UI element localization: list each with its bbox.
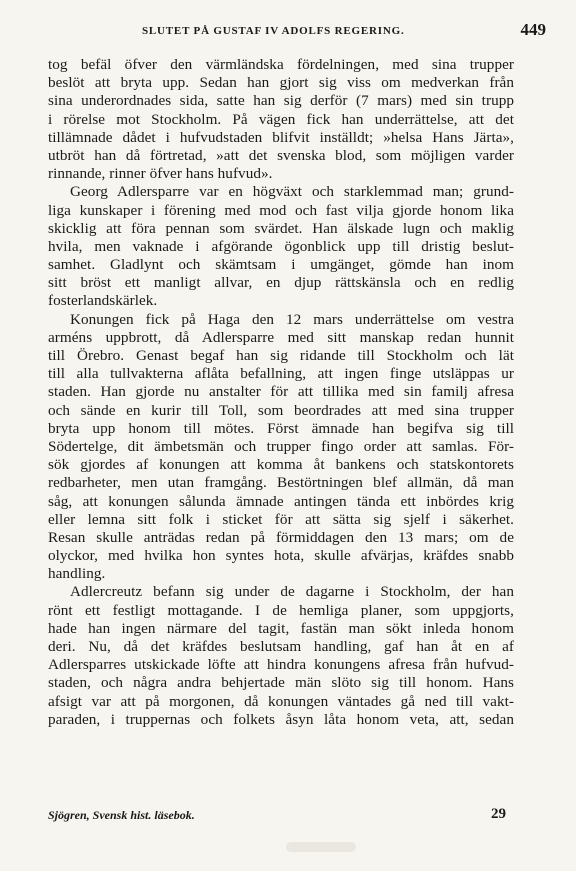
page-footer — [48, 806, 506, 826]
text-line: handling. — [48, 565, 106, 583]
text-line: skicklig att föra pennan som svärdet. Han älskade lugn och maklig — [48, 219, 514, 237]
text-line: i rörelse mot Stockholm. På vägen fick han underrättelse, att det — [48, 110, 514, 128]
text-line: Adlersparres utskickade löfte att hindra konungens afresa från hufvud- — [48, 656, 514, 674]
running-head: SLUTET PÅ GUSTAF IV ADOLFS REGERING. — [142, 25, 405, 37]
text-line: Adlercreutz befann sig under de dagarne i Stockholm, der han — [70, 583, 514, 601]
page-number: 449 — [520, 20, 546, 39]
text-line: paraden, i truppernas och folkets åsyn låta honom veta, att, sedan — [48, 710, 514, 728]
source-note: Sjögren, Svensk hist. läsebok. — [48, 808, 195, 822]
text-line: och sände en kurir till Toll, som beordrades att med sina trupper — [48, 401, 514, 419]
text-line: rönt ett festligt mottagande. I de hemliga planer, som uppgjorts, — [48, 601, 514, 619]
text-line: sök gjordes af konungen att komma åt bankens och statskontorets — [48, 456, 514, 474]
text-line: staden. Han gjorde nu anstalter för att tillika med sin familj afresa — [48, 383, 514, 401]
text-line: sitt bröst ett manligt allvar, en djup rättskänsla och en redlig — [48, 274, 514, 292]
text-line: samhet. Gladlynt och skämtsam i umgänget, gömde han inom — [48, 256, 514, 274]
text-line: tog befäl öfver den värmländska fördelningen, med sina trupper — [48, 56, 514, 73]
text-line: fosterlandskärlek. — [48, 292, 158, 310]
text-line: olyckor, med hvilka hon syntes hota, skulle afvärjas, kräfdes snabb — [48, 547, 514, 565]
text-line: Georg Adlersparre var en högväxt och starklemmad man; grund- — [70, 183, 514, 201]
text-line: arméns uppbrott, då Adlersparre med sitt manskap redan hunnit — [48, 328, 514, 346]
text-line: till alla tullvakterna aflåta befallning, att ingen finge utsläppas ur — [48, 365, 514, 383]
page-header — [48, 20, 548, 44]
text-line: hvila, men vaknade i afgörande ögonblick upp till dristig beslut- — [48, 237, 514, 255]
text-line: beslöt att bryta upp. Sedan han gjort sig viss om medverkan från — [48, 74, 514, 92]
text-line: bryta upp honom till mötes. Först ämnade han begifva sig till — [48, 419, 514, 437]
bleed-through-mark — [286, 842, 356, 852]
text-line: eller lemna sitt folk i sticket för att sätta sig sjelf i säkerhet. — [48, 510, 514, 528]
text-line: staden, och några andra behjertade män slöto sig till honom. Hans — [48, 674, 514, 692]
text-line: afsigt var att på morgonen, då konungen väntades gå ned till vakt- — [48, 692, 514, 710]
text-line: deri. Nu, då det kräfdes beslutsam handling, gaf han åt en af — [48, 638, 514, 655]
text-line: till Örebro. Genast begaf han sig ridande till Stockholm och lät — [48, 347, 514, 364]
text-line: Resan skulle anträdas redan på förmiddagen den 13 mars; om de — [48, 528, 514, 546]
signature-number: 29 — [491, 806, 506, 822]
text-line: hade han ingen närmare del tagit, fastän man sökt inleda honom — [48, 619, 514, 637]
text-line: tillämnade dådet i hufvudstaden blifvit inställdt; »helsa Hans Järta», — [48, 128, 514, 146]
text-line: redbarheter, men utan framgång. Bestörtningen blef allmän, då man — [48, 474, 514, 492]
text-line: liga kunskaper i förening med mod och fast vilja gjorde honom lika — [48, 201, 514, 219]
text-line: rinnande, rinner öfver hans hufvud». — [48, 165, 273, 183]
text-line: såg, att konungen sålunda ämnade antingen tända ett inbördes krig — [48, 492, 514, 510]
text-line: sina underordnades sida, satte han sig derför (7 mars) med sin trupp — [48, 92, 514, 110]
text-line: Södertelge, dit ämbetsmän och trupper fingo order att samlas. För- — [48, 437, 514, 455]
body-text — [48, 56, 514, 780]
text-line: utbröt han då förtretad, »att det svenska blod, som möjligen varder — [48, 146, 514, 164]
text-line: Konungen fick på Haga den 12 mars underrättelse om vestra — [70, 310, 514, 328]
